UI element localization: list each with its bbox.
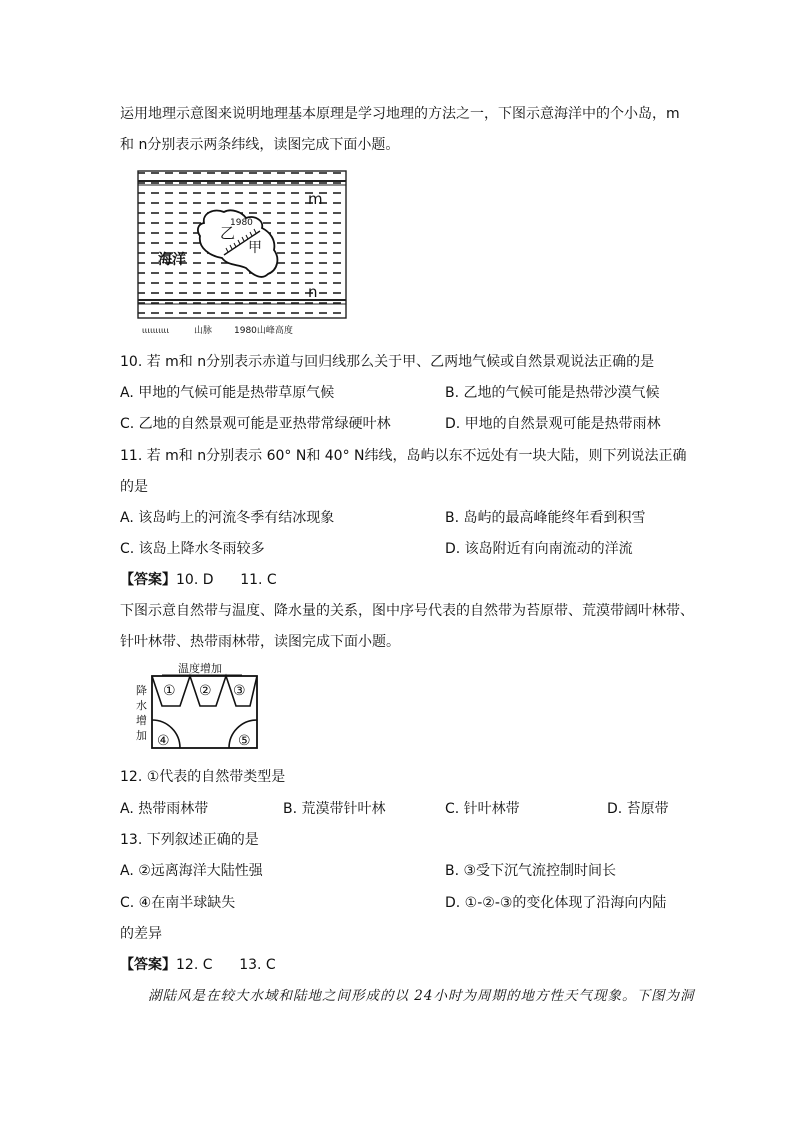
natural-belts-figure xyxy=(130,660,262,752)
q13-option-c: C. ④在南半球缺失 xyxy=(120,895,236,911)
belt-1: ① xyxy=(163,683,176,699)
q12-option-a: A. 热带雨林带 xyxy=(120,801,209,817)
answer-1-text: 10. D 11. C xyxy=(176,572,277,588)
belt-4: ④ xyxy=(157,733,170,749)
top-label: 温度增加 xyxy=(178,662,222,675)
belt-3: ③ xyxy=(233,683,246,699)
label-ocean: 海洋 xyxy=(158,252,186,268)
intro-line-2: 和 n分别表示两条纬线，读图完成下面小题。 xyxy=(120,137,400,153)
q10-option-a: A. 甲地的气候可能是热带草原气候 xyxy=(120,385,335,401)
label-jia: 甲 xyxy=(248,240,262,256)
answer-1 xyxy=(120,571,277,589)
trailing-paragraph: 湖陆风是在较大水域和陆地之间形成的以 24小时为周期的地方性天气现象。下图为洞 xyxy=(148,988,695,1004)
q12-option-c: C. 针叶林带 xyxy=(445,801,520,817)
q12-option-b: B. 荒漠带针叶林 xyxy=(283,801,386,817)
peak-height-label: 1980 xyxy=(230,218,253,228)
answer-2-text: 12. C 13. C xyxy=(176,957,276,973)
side-label-1: 降 xyxy=(136,684,147,697)
side-label-4: 加 xyxy=(136,729,147,742)
legend-peak: 1980山峰高度 xyxy=(234,326,293,336)
side-label-3: 增 xyxy=(136,714,147,727)
q10-option-b: B. 乙地的气候可能是热带沙漠气候 xyxy=(445,385,660,401)
intro2-line-2: 针叶林带、热带雨林带，读图完成下面小题。 xyxy=(120,634,400,650)
q13-option-d-cont: 的差异 xyxy=(120,926,162,942)
q11-option-a: A. 该岛屿上的河流冬季有结冰现象 xyxy=(120,510,335,526)
legend-mountain-symbol: ɩɩɩɩɩɩɩɩɩɩ xyxy=(142,326,170,335)
q11-option-c: C. 该岛上降水冬雨较多 xyxy=(120,541,265,557)
label-n: n xyxy=(308,283,318,301)
answer-2 xyxy=(120,956,276,974)
answer-1-label: 【答案】 xyxy=(120,572,176,588)
q11-stem-2: 的是 xyxy=(120,479,148,495)
q13-stem: 13. 下列叙述正确的是 xyxy=(120,832,259,848)
q11-option-d: D. 该岛附近有向南流动的洋流 xyxy=(445,541,633,557)
q13-option-b: B. ③受下沉气流控制时间长 xyxy=(445,863,617,879)
q13-option-a: A. ②远离海洋大陆性强 xyxy=(120,863,263,879)
label-yi: 乙 xyxy=(220,224,236,242)
island-map-svg xyxy=(136,168,348,338)
q10-option-d: D. 甲地的自然景观可能是热带雨林 xyxy=(445,416,661,432)
belt-2: ② xyxy=(199,683,212,699)
q10-stem: 10. 若 m和 n分别表示赤道与回归线那么关于甲、乙两地气候或自然景观说法正确的是 xyxy=(120,354,655,370)
q10-option-c: C. 乙地的自然景观可能是亚热带常绿硬叶林 xyxy=(120,416,391,432)
island-map-figure xyxy=(136,168,348,338)
q12-option-d: D. 苔原带 xyxy=(607,801,669,817)
q12-stem: 12. ①代表的自然带类型是 xyxy=(120,769,286,785)
label-m: m xyxy=(308,190,323,208)
natural-belts-svg xyxy=(130,660,262,752)
side-label-2: 水 xyxy=(136,699,147,712)
answer-2-label: 【答案】 xyxy=(120,957,176,973)
intro2-line-1: 下图示意自然带与温度、降水量的关系，图中序号代表的自然带为苔原带、荒漠带阔叶林带、 xyxy=(120,603,694,619)
intro-line-1: 运用地理示意图来说明地理基本原理是学习地理的方法之一，下图示意海洋中的个小岛，m xyxy=(120,106,680,122)
q11-stem-1: 11. 若 m和 n分别表示 60° N和 40° N纬线，岛屿以东不远处有一块大陆，则下列说法正确 xyxy=(120,448,687,464)
belt-5: ⑤ xyxy=(238,733,251,749)
q11-option-b: B. 岛屿的最高峰能终年看到积雪 xyxy=(445,510,646,526)
legend-mountain: 山脉 xyxy=(194,326,213,336)
q13-option-d: D. ①-②-③的变化体现了沿海向内陆 xyxy=(445,895,667,911)
